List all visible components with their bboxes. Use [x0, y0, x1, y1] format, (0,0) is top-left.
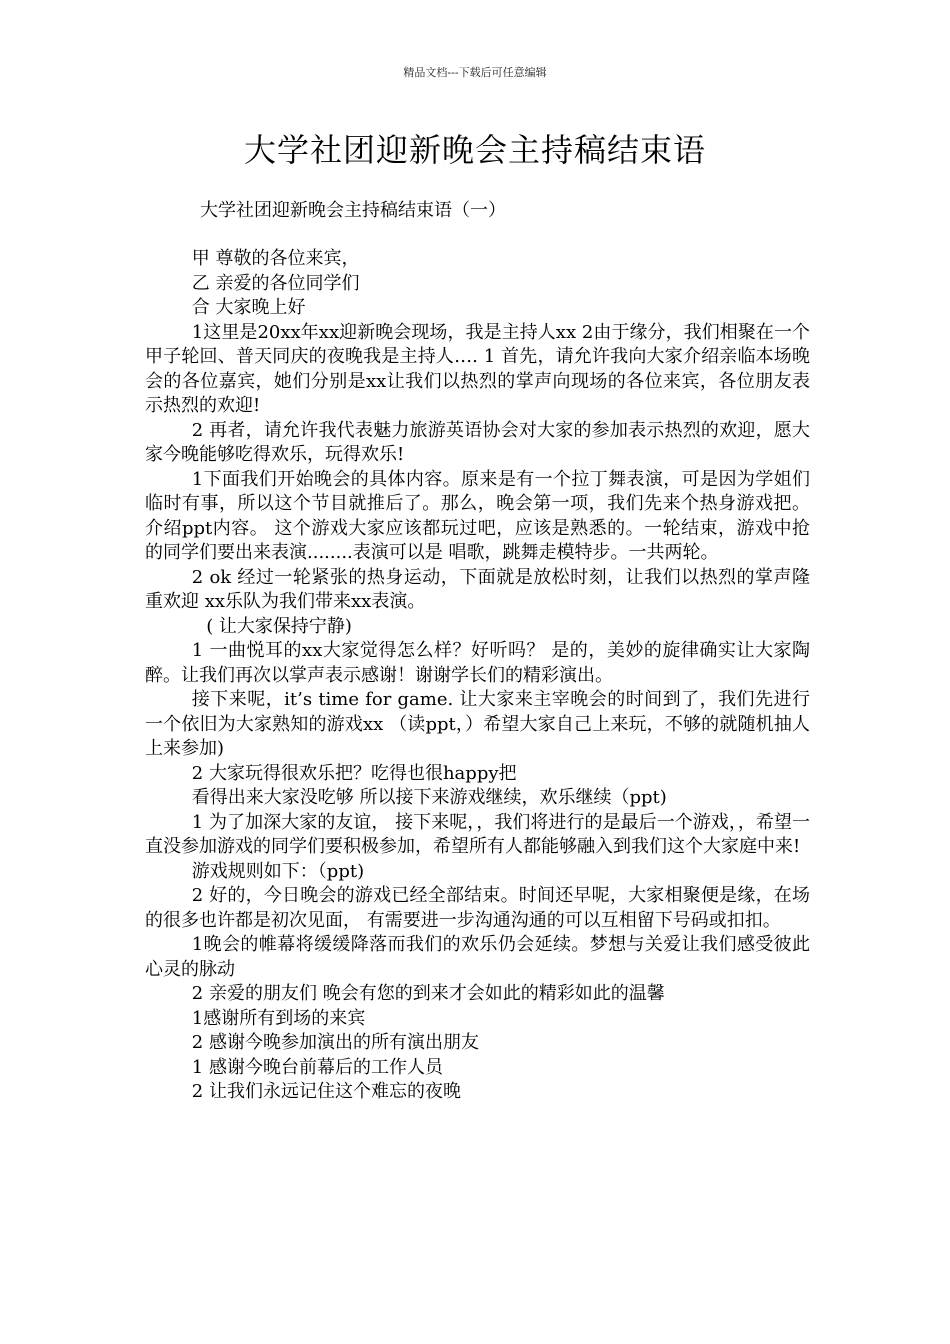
paragraph: 合 大家晚上好: [191, 297, 306, 318]
paragraph: 1晚会的帷幕将缓缓降落而我们的欢乐仍会延续。梦想与关爱让我们感受彼此心灵的脉动: [145, 934, 810, 980]
paragraph: 2 亲爱的朋友们 晚会有您的到来才会如此的精彩如此的温馨: [191, 983, 665, 1004]
paragraph: 2 再者，请允许我代表魅力旅游英语协会对大家的参加表示热烈的欢迎，愿大家今晚能够吃得欢乐，玩得欢乐!: [145, 419, 810, 465]
paragraph: 2 让我们永远记住这个难忘的夜晚: [191, 1081, 461, 1102]
paragraph: 乙 亲爱的各位同学们: [191, 272, 360, 294]
paragraph: 1 感谢今晚台前幕后的工作人员: [191, 1056, 443, 1078]
paragraph: 2 大家玩得很欢乐把？吃得也很happy把: [191, 762, 517, 784]
paragraph: 游戏规则如下：（ppt): [191, 860, 365, 882]
paragraph: 1 一曲悦耳的xx大家觉得怎么样？好听吗？ 是的，美妙的旋律确实让大家陶醉。让我们再次以掌声表示感谢！谢谢学长们的精彩演出。: [145, 640, 810, 686]
paragraph: 1这里是20xx年xx迎新晚会现场，我是主持人xx 2由于缘分，我们相聚在一个甲子轮回、普天同庆的夜晚我是主持人…. 1 首先，请允许我向大家介绍亲临本场晚会的各位嘉宾，她们分别是xx让我们以热烈的掌声向现场的各位来宾，各位朋友表示热烈的欢迎!: [145, 321, 810, 416]
paragraph: 2 好的，今日晚会的游戏已经全部结束。时间还早呢，大家相聚便是缘，在场的很多也许都是初次见面， 有需要进一步沟通沟通的可以互相留下号码或扣扣。: [145, 885, 810, 931]
header-note: 精品文档---下载后可任意编辑: [403, 66, 547, 79]
paragraph: 2 感谢今晚参加演出的所有演出朋友: [191, 1032, 479, 1053]
document-subtitle: 大学社团迎新晚会主持稿结束语（一）: [200, 200, 506, 221]
paragraph: ( 让大家保持宁静): [206, 615, 352, 637]
paragraph: 接下来呢，it’s time for game. 让大家来主宰晚会的时间到了，我们先进行一个依旧为大家熟知的游戏xx （读ppt，）希望大家自己上来玩，不够的就随机抽人上来参加): [145, 689, 810, 759]
document-title: 大学社团迎新晚会主持稿结束语: [243, 131, 706, 169]
document-body: [145, 247, 810, 1105]
paragraph: 1 为了加深大家的友谊， 接下来呢，，我们将进行的是最后一个游戏，，希望一直没参加游戏的同学们要积极参加，希望所有人都能够融入到我们这个大家庭中来!: [145, 811, 810, 857]
paragraph: 1下面我们开始晚会的具体内容。原来是有一个拉丁舞表演，可是因为学姐们临时有事，所以这个节目就推后了。那么，晚会第一项，我们先来个热身游戏把。 介绍ppt内容。 这个游戏大家应该都玩过吧，应该是熟悉的。一轮结束，游戏中抢的同学们要出来表演........表演可以是 唱歌，跳舞走模特步。一共两轮。: [145, 468, 810, 563]
paragraph: 1感谢所有到场的来宾: [191, 1007, 366, 1029]
paragraph: 甲 尊敬的各位来宾，: [191, 248, 360, 269]
paragraph: 看得出来大家没吃够 所以接下来游戏继续，欢乐继续（ppt): [191, 787, 667, 808]
paragraph: 2 ok 经过一轮紧张的热身运动，下面就是放松时刻，让我们以热烈的掌声隆重欢迎 xx乐队为我们带来xx表演。: [145, 566, 810, 612]
